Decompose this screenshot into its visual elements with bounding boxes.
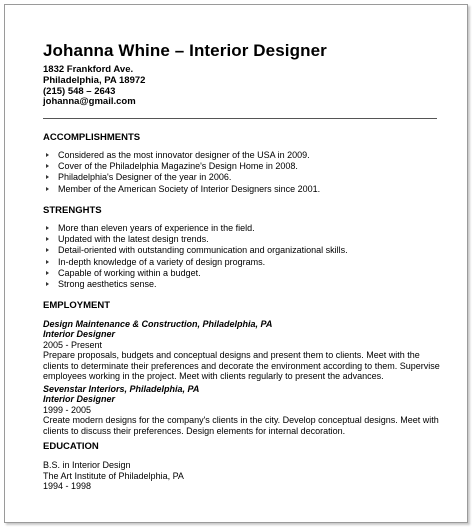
strengths-list	[43, 223, 443, 290]
list-item: Member of the American Society of Interior Designers since 2001.	[43, 184, 443, 195]
resume-page	[4, 4, 468, 523]
education-degree: B.S. in Interior Design	[43, 460, 131, 470]
job-description: Create modern designs for the company's clients in the city. Develop conceptual designs. Meet with clients to discuss their preferences. Design elements for internal decoration.	[43, 415, 439, 436]
accomplishments-heading: ACCOMPLISHMENTS	[43, 132, 141, 143]
job-description: Prepare proposals, budgets and conceptual designs and present them to clients. Meet with the clients to determinate their preferences and decorate the environment according to them. Supervise employees working in the project. Meet with clients regularly to present the advances.	[43, 350, 440, 382]
list-item: More than eleven years of experience in the field.	[43, 223, 443, 234]
resume-name: Johanna Whine – Interior Designer	[43, 41, 327, 60]
list-item: In-depth knowledge of a variety of design programs.	[43, 257, 443, 268]
list-item: Strong aesthetics sense.	[43, 279, 443, 290]
contact-block	[43, 65, 145, 108]
address-line-2: Philadelphia, PA 18972	[43, 74, 146, 86]
list-item: Cover of the Philadelphia Magazine's Design Home in 2008.	[43, 161, 443, 172]
job-entry-2	[43, 384, 443, 436]
job-dates: 2005 - Present	[43, 339, 103, 350]
employment-heading: EMPLOYMENT	[43, 300, 111, 311]
education-heading: EDUCATION	[43, 441, 99, 452]
job-company: Sevenstar Interiors, Philadelphia, PA	[43, 384, 200, 394]
education-school: The Art Institute of Philadelphia, PA	[43, 470, 184, 481]
list-item: Considered as the most innovator designer of the USA in 2009.	[43, 150, 443, 161]
job-company: Design Maintenance & Construction, Philadelphia, PA	[43, 319, 273, 329]
list-item: Updated with the latest design trends.	[43, 234, 443, 245]
accomplishments-list	[43, 150, 443, 195]
education-dates: 1994 - 1998	[43, 481, 92, 492]
list-item: Philadelphia's Designer of the year in 2006.	[43, 172, 443, 183]
list-item: Capable of working within a budget.	[43, 268, 443, 279]
job-dates: 1999 - 2005	[43, 404, 92, 415]
list-item: Detail-oriented with outstanding communication and organizational skills.	[43, 245, 443, 256]
email-address: johanna@gmail.com	[43, 96, 136, 108]
education-block	[43, 460, 184, 492]
job-entry-1	[43, 319, 443, 381]
header-divider	[43, 118, 437, 119]
job-title: Interior Designer	[43, 329, 116, 340]
address-line-1: 1832 Frankford Ave.	[43, 64, 134, 75]
job-title: Interior Designer	[43, 394, 116, 405]
strengths-heading: STRENGHTS	[43, 205, 102, 216]
phone-number: (215) 548 – 2643	[43, 85, 116, 97]
